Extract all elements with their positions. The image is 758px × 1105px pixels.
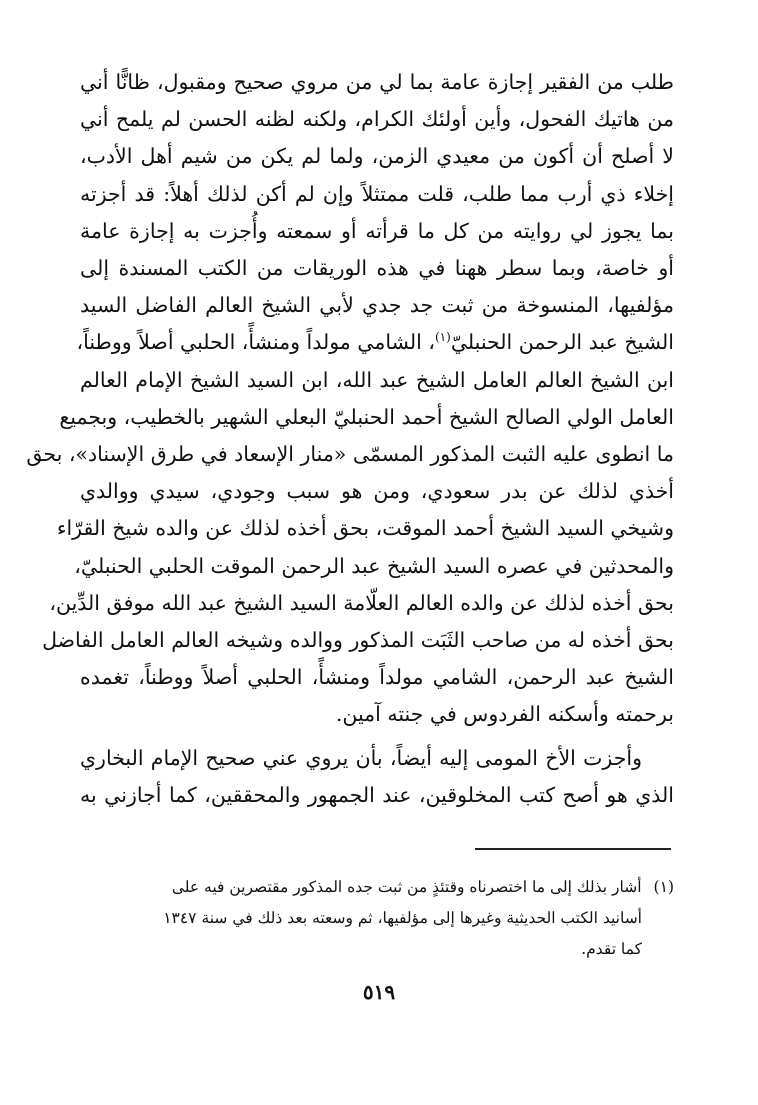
footnote: [80, 872, 674, 965]
text-line: بما يجوز لي روايته من كل ما قرأته أو سمعته وأُجزت به إجازة عامة: [80, 218, 674, 243]
text-line: أو خاصة، وبما سطر ههنا في هذه الوريقات من الكتب المسندة إلى: [80, 256, 674, 281]
text-line: أخذي لذلك عن بدر سعودي، ومن هو سبب وجودي، سيدي ووالدي: [80, 479, 674, 504]
footnote-number: (١): [653, 878, 674, 896]
text-line: بحق أخذه لذلك عن والده العالم العلّامة السيد الشيخ عبد الله موفق الدِّين،: [49, 590, 674, 615]
text-line: مؤلفيها، المنسوخة من ثبت جد جدي لأبي الشيخ العالم الفاضل السيد: [80, 293, 674, 318]
text-line: وأجزت الأخ المومى إليه أيضاً، بأن يروي عني صحيح الإمام البخاري: [80, 745, 642, 770]
text-line: وشيخي السيد الشيخ أحمد الموقت، بحق أخذه لذلك عن والده شيخ القرّاء: [56, 516, 674, 541]
text-line: برحمته وأسكنه الفردوس في جنته آمين.: [335, 702, 674, 727]
text-line: ما انطوى عليه الثبت المذكور المسمّى «منار الإسعاد في طرق الإسناد»، بحق: [26, 442, 674, 467]
footnote-reference[interactable]: (١): [434, 330, 451, 345]
footnote-text: أشار بذلك إلى ما اختصرناه وقتئذٍ من ثبت جده المذكور مقتصرين فيه على: [171, 878, 642, 896]
text-line: طلب من الفقير إجازة عامة بما لي من مروي صحيح ومقبول، ظانًّا أني: [80, 70, 674, 94]
text-line-with-footnote-ref: [76, 324, 674, 361]
main-text: [26, 64, 674, 814]
text-segment: الشيخ عبد الرحمن الحنبليّ: [450, 330, 674, 355]
text-line: ابن الشيخ العالم العامل الشيخ عبد الله، ابن السيد الشيخ الإمام العالم: [80, 367, 674, 392]
paragraph-1: [26, 64, 674, 734]
footnote-line: كما تقدم.: [581, 940, 642, 958]
text-line: بحق أخذه له من صاحب الثَبَت المذكور ووالده وشيخه العالم العامل الفاضل: [42, 628, 674, 653]
text-line: لا أصلح أن أكون من معيدي الزمن، ولما لم يكن من شيم أهل الأدب،: [80, 144, 674, 169]
text-line: والمحدثين في عصره السيد الشيخ عبد الرحمن الموقت الحلبي الحنبليّ،: [74, 553, 674, 578]
footnote-separator: [475, 848, 671, 850]
paragraph-2: [80, 740, 674, 814]
text-line: الذي هو أصح كتب المخلوقين، عند الجمهور والمحققين، كما أجازني به: [80, 782, 674, 807]
text-segment: ، الشامي مولداً ومنشأً، الحلبي أصلاً ووطناً،: [76, 330, 435, 355]
page-number: ٥١٩: [362, 980, 396, 1004]
text-line: إخلاء ذي أرب مما طلب، قلت ممتثلاً وإن لم أكن لذلك أهلاً: قد أجزته: [80, 181, 674, 206]
text-line: الشيخ عبد الرحمن، الشامي مولداً ومنشأً، الحلبي أصلاً ووطناً، تغمده: [80, 665, 674, 690]
footnote-line: أسانيد الكتب الحديثية وغيرها إلى مؤلفيها، ثم وسعته بعد ذلك في سنة ١٣٤٧: [163, 909, 642, 927]
footnote-line: [80, 872, 674, 903]
text-line: من هاتيك الفحول، وأين أولئك الكرام، ولكنه لظنه الحسن لم يلمح أني: [80, 107, 674, 132]
text-line: العامل الولي الصالح الشيخ أحمد الحنبليّ البعلي الشهير بالخطيب، وبجميع: [59, 404, 674, 429]
